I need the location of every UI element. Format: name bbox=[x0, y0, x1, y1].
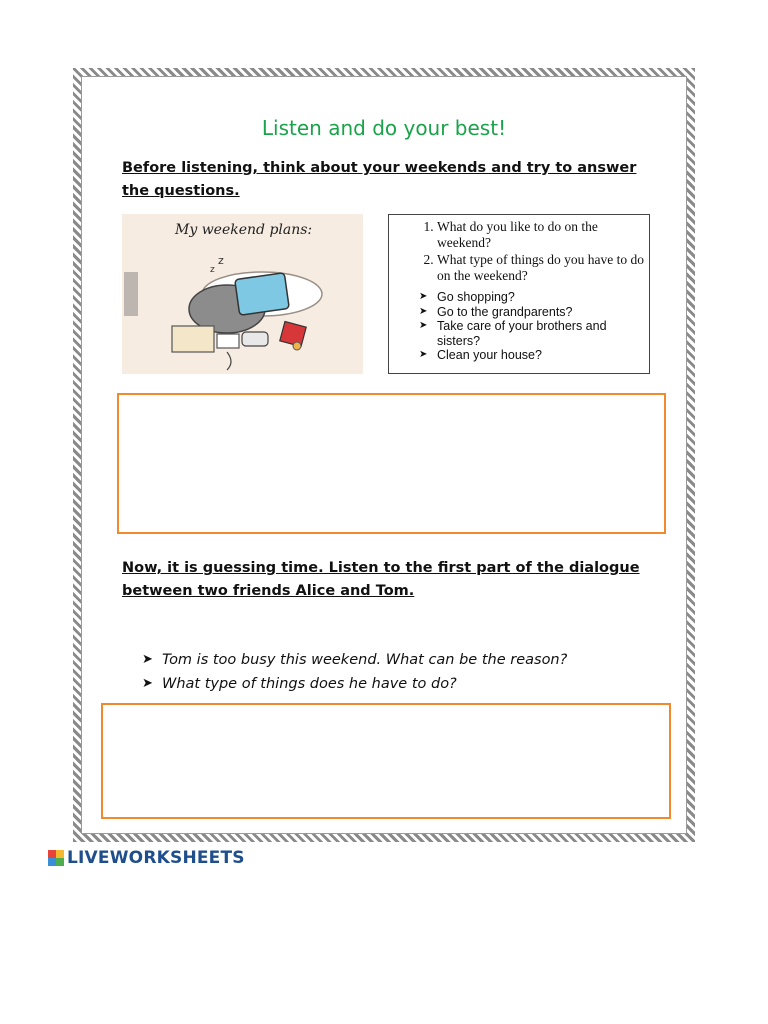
arrow-bullet-icon: ➤ bbox=[142, 676, 153, 691]
answer-box-guessing[interactable] bbox=[101, 703, 671, 819]
option-item: ➤ Go to the grandparents? bbox=[419, 304, 573, 319]
arrow-bullet-icon: ➤ bbox=[419, 320, 428, 331]
guess-prompt-list bbox=[142, 648, 567, 696]
logo-square bbox=[48, 850, 56, 858]
question-item: 1. What do you like to do on the weekend? bbox=[437, 219, 649, 251]
instruction-guessing-time: Now, it is guessing time. Listen to the first part of the dialogue between two friends Alice and Tom. bbox=[122, 560, 640, 599]
guess-prompt-item: ➤ Tom is too busy this weekend. What can be the reason? bbox=[142, 648, 567, 672]
question-list bbox=[389, 219, 649, 284]
guess-prompt-item: ➤ What type of things does he have to do? bbox=[142, 672, 567, 696]
option-item: ➤ Take care of your brothers and sisters? bbox=[419, 319, 607, 348]
illustration-caption: My weekend plans: bbox=[175, 222, 313, 238]
arrow-bullet-icon: ➤ bbox=[419, 291, 428, 302]
logo-grid-icon bbox=[48, 850, 64, 866]
svg-text:z: z bbox=[218, 254, 224, 267]
arrow-bullet-icon: ➤ bbox=[419, 349, 428, 360]
logo-square bbox=[48, 858, 56, 866]
question-item: 2. What type of things do you have to do on the weekend? bbox=[437, 252, 649, 284]
option-list bbox=[389, 290, 649, 363]
sleeping-cat-icon bbox=[122, 214, 363, 374]
answer-box-weekend[interactable] bbox=[117, 393, 666, 534]
option-item: ➤ Clean your house? bbox=[419, 348, 542, 362]
worksheet-title: Listen and do your best! bbox=[261, 116, 507, 140]
weekend-plans-illustration bbox=[122, 214, 363, 374]
logo-square bbox=[56, 858, 64, 866]
liveworksheets-logo[interactable] bbox=[48, 848, 245, 868]
logo-text: LIVEWORKSHEETS bbox=[67, 848, 245, 868]
svg-text:z: z bbox=[210, 265, 215, 275]
instruction-before-listening: Before listening, think about your weekends and try to answer the questions. bbox=[122, 160, 637, 199]
option-item: ➤ Go shopping? bbox=[419, 290, 515, 304]
arrow-bullet-icon: ➤ bbox=[419, 305, 428, 317]
arrow-bullet-icon: ➤ bbox=[142, 652, 153, 667]
logo-square bbox=[56, 850, 64, 858]
questions-box bbox=[388, 214, 650, 374]
